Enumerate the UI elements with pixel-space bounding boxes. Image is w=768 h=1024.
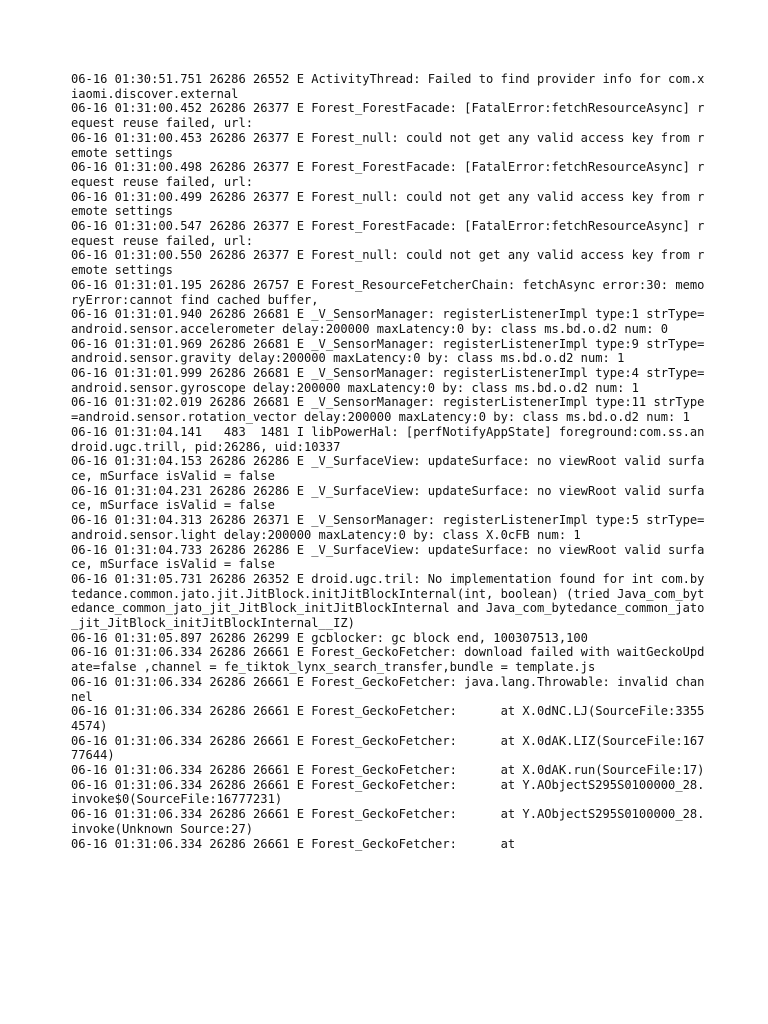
log-line: 06-16 01:31:00.453 26286 26377 E Forest_null: could not get any valid access key from remote settings	[71, 130, 705, 160]
log-line: 06-16 01:31:00.547 26286 26377 E Forest_ForestFacade: [FatalError:fetchResourceAsync] request reuse failed, url:	[71, 219, 705, 248]
log-line: 06-16 01:31:01.940 26286 26681 E _V_SensorManager: registerListenerImpl type:1 strType=android.sensor.accelerometer delay:200000 maxLatency:0 by: class ms.bd.o.d2 num: 0	[71, 307, 705, 336]
log-line: 06-16 01:31:04.141 483 1481 I libPowerHal: [perfNotifyAppState] foreground:com.ss.android.ugc.trill, pid:26286, uid:10337	[71, 424, 705, 454]
log-line: 06-16 01:31:06.334 26286 26661 E Forest_GeckoFetcher: download failed with waitGeckoUpdate=false ,channel = fe_tiktok_lynx_search_transfer,bundle = template.js	[71, 645, 705, 675]
log-line: 06-16 01:31:06.334 26286 26661 E Forest_GeckoFetcher: at Y.AObjectS295S0100000_28.invoke(Unknown Source:27)	[71, 807, 705, 836]
log-line: 06-16 01:31:01.999 26286 26681 E _V_SensorManager: registerListenerImpl type:4 strType=android.sensor.gyroscope delay:200000 maxLatency:0 by: class ms.bd.o.d2 num: 1	[71, 366, 705, 395]
log-line: 06-16 01:31:06.334 26286 26661 E Forest_GeckoFetcher: java.lang.Throwable: invalid channel	[71, 674, 705, 704]
log-line: 06-16 01:31:04.153 26286 26286 E _V_SurfaceView: updateSurface: no viewRoot valid surface, mSurface isValid = false	[71, 454, 705, 483]
log-document	[71, 72, 711, 851]
log-line: 06-16 01:31:01.195 26286 26757 E Forest_ResourceFetcherChain: fetchAsync error:30: memoryError:cannot find cached buffer,	[71, 277, 705, 307]
log-line: 06-16 01:31:04.313 26286 26371 E _V_SensorManager: registerListenerImpl type:5 strType=android.sensor.light delay:200000 maxLatency:0 by: class X.0cFB num: 1	[71, 513, 705, 542]
log-line: 06-16 01:31:01.969 26286 26681 E _V_SensorManager: registerListenerImpl type:9 strType=android.sensor.gravity delay:200000 maxLatency:0 by: class ms.bd.o.d2 num: 1	[71, 336, 705, 366]
log-line: 06-16 01:31:06.334 26286 26661 E Forest_GeckoFetcher: at X.0dNC.LJ(SourceFile:33554574)	[71, 704, 705, 733]
log-line: 06-16 01:31:06.334 26286 26661 E Forest_GeckoFetcher: at X.0dAK.run(SourceFile:17)	[71, 763, 705, 778]
log-line: 06-16 01:31:06.334 26286 26661 E Forest_GeckoFetcher: at X.0dAK.LIZ(SourceFile:16777644)	[71, 733, 705, 763]
log-line: 06-16 01:30:51.751 26286 26552 E ActivityThread: Failed to find provider info for com.xiaomi.discover.external	[71, 72, 705, 101]
log-line: 06-16 01:31:05.731 26286 26352 E droid.ugc.tril: No implementation found for int com.bytedance.common.jato.jit.JitBlock.initJitBlockInternal(int, boolean) (tried Java_com_bytedance_common_jato_jit_JitBlock_initJitBlockInternal and Java_com_bytedance_common_jato_jit_JitBlock_initJitBlockInternal__IZ)	[71, 571, 705, 631]
log-line: 06-16 01:31:06.334 26286 26661 E Forest_GeckoFetcher: at	[71, 836, 516, 851]
log-line: 06-16 01:31:04.733 26286 26286 E _V_SurfaceView: updateSurface: no viewRoot valid surface, mSurface isValid = false	[71, 542, 705, 572]
log-line: 06-16 01:31:02.019 26286 26681 E _V_SensorManager: registerListenerImpl type:11 strType=android.sensor.rotation_vector delay:200000 maxLatency:0 by: class ms.bd.o.d2 num: 1	[71, 395, 705, 425]
log-line: 06-16 01:31:00.550 26286 26377 E Forest_null: could not get any valid access key from remote settings	[71, 248, 705, 278]
log-line: 06-16 01:31:05.897 26286 26299 E gcblocker: gc block end, 100307513,100	[71, 630, 588, 645]
log-line: 06-16 01:31:00.498 26286 26377 E Forest_ForestFacade: [FatalError:fetchResourceAsync] request reuse failed, url:	[71, 160, 705, 189]
log-line: 06-16 01:31:06.334 26286 26661 E Forest_GeckoFetcher: at Y.AObjectS295S0100000_28.invoke$0(SourceFile:16777231)	[71, 777, 705, 807]
log-line: 06-16 01:31:04.231 26286 26286 E _V_SurfaceView: updateSurface: no viewRoot valid surface, mSurface isValid = false	[71, 483, 705, 513]
log-line: 06-16 01:31:00.452 26286 26377 E Forest_ForestFacade: [FatalError:fetchResourceAsync] request reuse failed, url:	[71, 101, 705, 131]
log-line: 06-16 01:31:00.499 26286 26377 E Forest_null: could not get any valid access key from remote settings	[71, 189, 705, 219]
